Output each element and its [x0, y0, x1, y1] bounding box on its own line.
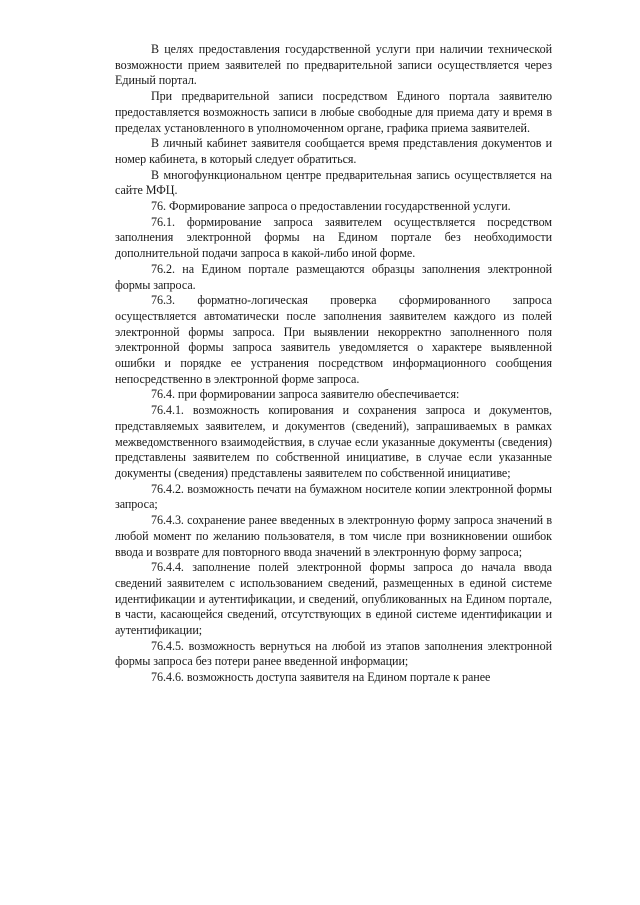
paragraph-76-4-5: 76.4.5. возможность вернуться на любой из этапов заполнения электронной формы запроса без потери ранее введенной информации; — [115, 638, 552, 669]
paragraph-76-1: 76.1. формирование запроса заявителем осуществляется посредством заполнения электронной формы на Едином портале без необходимости дополнительной подачи запроса в какой-либо иной форме. — [115, 214, 552, 261]
paragraph-76-4-3: 76.4.3. сохранение ранее введенных в электронную форму запроса значений в любой момент по желанию пользователя, в том числе при возникновении ошибок ввода и возврате для повторного ввода значений в электронную форму запроса; — [115, 513, 552, 559]
paragraph-76-4: 76.4. при формировании запроса заявителю обеспечивается: — [151, 387, 460, 402]
paragraph-76-4-4: 76.4.4. заполнение полей электронной формы запроса до начала ввода сведений заявителем с использованием сведений, размещенных в единой системе идентификации и аутентификации, и сведений, опубликованных на Едином портале, в части, касающейся сведений, отсутствующих в единой системе идентификации и аутентификации; — [115, 560, 552, 638]
paragraph-76-2: 76.2. на Едином портале размещаются образцы заполнения электронной формы запроса. — [115, 261, 552, 292]
paragraph-76-3: 76.3. форматно-логическая проверка сформированного запроса осуществляется автоматически после заполнения заявителем каждого из полей электронной формы запроса. При выявлении некорректно заполненного поля электронной формы запроса заявитель уведомляется о характере выявленной ошибки и порядке ее устранения посредством информационного сообщения непосредственно в электронной форме запроса. — [115, 293, 552, 386]
document-page — [115, 42, 552, 686]
paragraph-mfc-record: В многофункциональном центре предварительная запись осуществляется на сайте МФЦ. — [115, 167, 552, 198]
paragraph-76-4-6: 76.4.6. возможность доступа заявителя на Едином портале к ранее — [151, 670, 491, 685]
paragraph-personal-cabinet: В личный кабинет заявителя сообщается время представления документов и номер кабинета, в который следует обратиться. — [115, 136, 552, 166]
paragraph-76-4-1: 76.4.1. возможность копирования и сохранения запроса и документов, представляемых заявителем, и документов (сведений), запрашиваемых в рамках межведомственного взаимодействия, в случае если указанные документы (сведения) представлены заявителем по собственной инициативе, в случае если указанные документы (сведения) представлены заявителем по собственной инициативе; — [115, 403, 552, 480]
paragraph-preliminary-record: В целях предоставления государственной услуги при наличии технической возможности прием заявителей по предварительной записи осуществляется через Единый портал. — [115, 42, 552, 88]
paragraph-76-4-2: 76.4.2. возможность печати на бумажном носителе копии электронной формы запроса; — [115, 481, 552, 512]
paragraph-section-76: 76. Формирование запроса о предоставлении государственной услуги. — [151, 199, 511, 214]
paragraph-portal-record: При предварительной записи посредством Единого портала заявителю предоставляется возможность записи в любые свободные для приема дату и время в пределах установленного в уполномоченном органе, графика приема заявителей. — [115, 89, 552, 135]
